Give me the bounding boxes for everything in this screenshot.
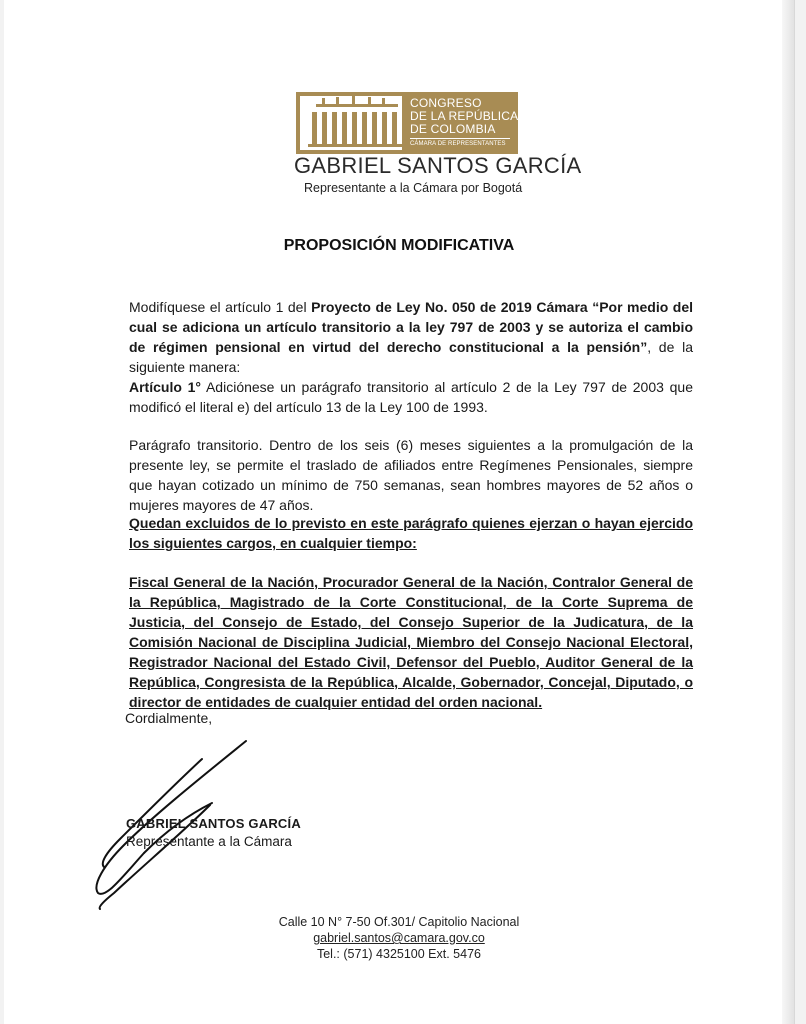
document-title: PROPOSICIÓN MODIFICATIVA <box>283 237 515 254</box>
paragraph-intro <box>129 297 693 377</box>
logo-line-1: CONGRESO <box>410 96 482 110</box>
intro-text-start: Modifíquese el artículo 1 del <box>129 299 312 315</box>
page-edge <box>782 0 794 1024</box>
paragraph-positions-list: Fiscal General de la Nación, Procurador General de la Nación, Contralor General de la República, Magistrado de la Corte Constitucional, de la Corte Suprema de Justicia, del Consejo de Estado, del Consejo Superior de la Judicatura, de la Comisión Nacional de Disciplina Judicial, Miembro del Consejo Nacional Electoral, Registrador Nacional del Estado Civil, Defensor del Pueblo, Auditor General de la República, Congresista de la República, Alcalde, Gobernador, Concejal, Diputado, o director de entidades de cualquier entidad del orden nacional. <box>129 574 693 710</box>
footer-address: Calle 10 N° 7-50 Of.301/ Capitolio Nacional <box>278 915 520 929</box>
article-text: Adiciónese un parágrafo transitorio al artículo 2 de la Ley 797 de 2003 que modificó el literal e) del artículo 13 de la Ley 100 de 1993. <box>129 379 693 415</box>
bill-reference: Proyecto de Ley No. 050 de 2019 Cámara “Por medio del cual se adiciona un artículo transitorio a la ley 797 de 2003 y se autoriza el cambio de régimen pensional en virtud del derecho constitucional a la pensión” <box>129 299 693 355</box>
footer-phone: Tel.: (571) 4325100 Ext. 5476 <box>316 947 481 961</box>
closing-salutation: Cordialmente, <box>125 710 213 726</box>
representative-name: GABRIEL SANTOS GARCÍA <box>294 153 582 178</box>
logo-text-box <box>402 92 518 154</box>
representative-title: Representante a la Cámara por Bogotá <box>304 181 523 195</box>
intro-text-end: , de la siguiente manera: <box>129 339 693 375</box>
logo-line-3: DE COLOMBIA <box>410 122 496 136</box>
signatory-role: Representante a la Cámara <box>126 834 292 849</box>
paragraph-transitory: Parágrafo transitorio. Dentro de los seis (6) meses siguientes a la promulgación de la presente ley, se permite el traslado de afiliados entre Regímenes Pensionales, siempre que hayan cotizado un mínimo de 750 semanas, sean hombres mayores de 52 años o mujeres mayores de 47 años. <box>129 437 693 513</box>
signatory-name: GABRIEL SANTOS GARCÍA <box>126 816 301 831</box>
document-page <box>4 0 795 1024</box>
logo-rule <box>410 138 510 139</box>
footer-email-link[interactable]: gabriel.santos@camara.gov.co <box>313 931 485 945</box>
congreso-logo <box>296 92 518 154</box>
paragraph-article-1 <box>129 377 693 417</box>
logo-line-2: DE LA REPÚBLICA <box>410 109 519 123</box>
logo-line-4: CÁMARA DE REPRESENTANTES <box>410 141 506 147</box>
footer-contact <box>4 914 794 962</box>
article-label: Artículo 1° <box>129 379 202 395</box>
capitol-building-icon <box>296 92 404 154</box>
paragraph-exclusions: Quedan excluidos de lo previsto en este parágrafo quienes ejerzan o hayan ejercido los siguientes cargos, en cualquier tiempo: <box>129 515 693 551</box>
